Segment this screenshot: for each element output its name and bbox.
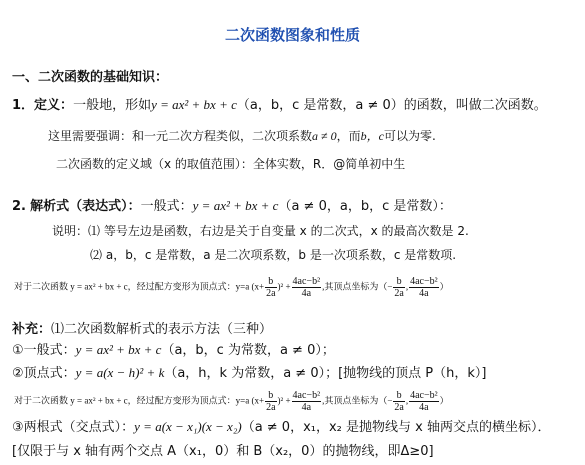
vertex-form-label: ②顶点式： xyxy=(12,366,76,381)
general-form-line xyxy=(12,339,335,358)
definition-label: 定义： xyxy=(34,98,74,113)
note-line-2 xyxy=(90,246,456,263)
expression-label: 解析式（表达式）： xyxy=(30,199,141,214)
expression-text-1: 一般式： xyxy=(140,199,193,214)
vertex-conv-text-2: )² + xyxy=(277,281,291,292)
fraction-4ac-b2-4a: $\frac{\text{4ac−b²}}{4a}$ xyxy=(410,276,438,299)
vertex-conv2-text-3: ,其顶点坐标为（− xyxy=(322,395,393,406)
two-root-form-text: （a ≠ 0，x₁，x₂ 是抛物线与 x 轴两交点的横坐标）． xyxy=(241,420,551,435)
two-root-form-label: ③两根式（交点式）： xyxy=(12,420,135,435)
vertex-conv2-text-2: )² + xyxy=(277,395,291,406)
item-number: 2. xyxy=(12,199,26,214)
section-heading: 一、二次函数的基础知识： xyxy=(12,70,169,85)
vertex-conv-text-3: ,其顶点坐标为（− xyxy=(322,281,393,292)
emphasis-text-1: 这里需要强调：和一元二次方程类似，二次项系数 xyxy=(48,129,313,143)
emphasis-formula-1: a ≠ 0 xyxy=(312,129,337,143)
vertex-form-line xyxy=(12,362,487,381)
note-marker-2: ⑵ xyxy=(90,248,103,262)
fraction-4ac-b2-4a: $\frac{\text{4ac−b²}}{4a}$ xyxy=(292,390,321,413)
definition-line xyxy=(12,94,547,113)
vertex-conv2-text-5: ） xyxy=(439,395,449,406)
fraction-4ac-b2-4a: $\frac{\text{4ac−b²}}{4a}$ xyxy=(410,390,438,413)
note-text-1: 等号左边是函数，右边是关于自变量 x 的二次式，x 的最高次数是 2. xyxy=(103,224,469,238)
vertex-conv-text-5: ） xyxy=(439,281,449,292)
fraction-b-2a: $\frac{b}{2a}$ xyxy=(266,390,276,413)
note-label: 说明： xyxy=(52,224,89,238)
emphasis-formula-2: b，c xyxy=(360,129,384,143)
fraction-4ac-b2-4a: $\frac{\text{4ac−b²}}{4a}$ xyxy=(292,276,321,299)
definition-text-2: （a，b，c 是常数，a ≠ 0）的函数，叫做二次函数。 xyxy=(236,98,547,113)
supplement-label: 补充： xyxy=(12,322,52,337)
general-formula: y = ax² + bx + c xyxy=(192,198,279,213)
page-title: 二次函数图象和性质 xyxy=(224,26,360,44)
supplement-text: ⑴二次函数解析式的表示方法（三种） xyxy=(51,322,273,337)
emphasis-text-2: ，而 xyxy=(336,129,361,143)
two-root-condition-line: [仅限于与 x 轴有两个交点 A（x₁，0）和 B（x₂，0）的抛物线，即Δ≥0] xyxy=(12,444,434,459)
vertex-conv-text-1: 对于二次函数 y = ax² + bx + c，经过配方变形为顶点式：y=a (x+ xyxy=(14,281,265,292)
vertex-conv2-text-1: 对于二次函数 y = ax² + bx + c，经过配方变形为顶点式：y=a (x+ xyxy=(14,395,265,406)
emphasis-text-3: 可以为零. xyxy=(383,129,436,143)
general-form-formula: y = ax² + bx + c xyxy=(75,342,162,357)
item-number: 1． xyxy=(12,98,35,113)
fraction-b-2a: $\frac{b}{2a}$ xyxy=(394,390,404,413)
domain-line: 二次函数的定义域（x 的取值范围）：全体实数，R．@简单初中生 xyxy=(56,157,406,171)
vertex-form-formula: y = a(x − h)² + k xyxy=(75,365,165,380)
note-text-2: a，b，c 是常数，a 是二次项系数，b 是一次项系数，c 是常数项. xyxy=(105,248,457,262)
note-marker-1: ⑴ xyxy=(88,224,101,238)
fraction-b-2a: $\frac{b}{2a}$ xyxy=(394,276,404,299)
expression-line xyxy=(12,195,452,214)
supplement-line xyxy=(12,318,272,337)
vertex-form-text: （a，h，k 为常数，a ≠ 0）；[抛物线的顶点 P（h，k）] xyxy=(164,366,487,381)
two-root-form-line xyxy=(12,416,550,435)
general-formula: y = ax² + bx + c xyxy=(151,97,237,112)
general-form-text: （a，b，c 为常数，a ≠ 0）； xyxy=(161,343,335,358)
emphasis-line xyxy=(48,127,436,144)
general-form-label: ①一般式： xyxy=(12,343,76,358)
vertex-conversion-line xyxy=(14,276,449,299)
note-line-1 xyxy=(52,222,469,239)
vertex-conversion-line-2 xyxy=(14,390,449,413)
vertex-conv-text-4: , xyxy=(405,281,409,292)
expression-text-2: （a ≠ 0，a，b，c 是常数）： xyxy=(278,199,452,214)
vertex-conv2-text-4: , xyxy=(405,395,409,406)
definition-text-1: 一般地，形如 xyxy=(73,98,152,113)
two-root-form-formula: y = a(x − x₁)(x − x₂) xyxy=(134,419,242,434)
fraction-b-2a: $\frac{b}{2a}$ xyxy=(266,276,276,299)
